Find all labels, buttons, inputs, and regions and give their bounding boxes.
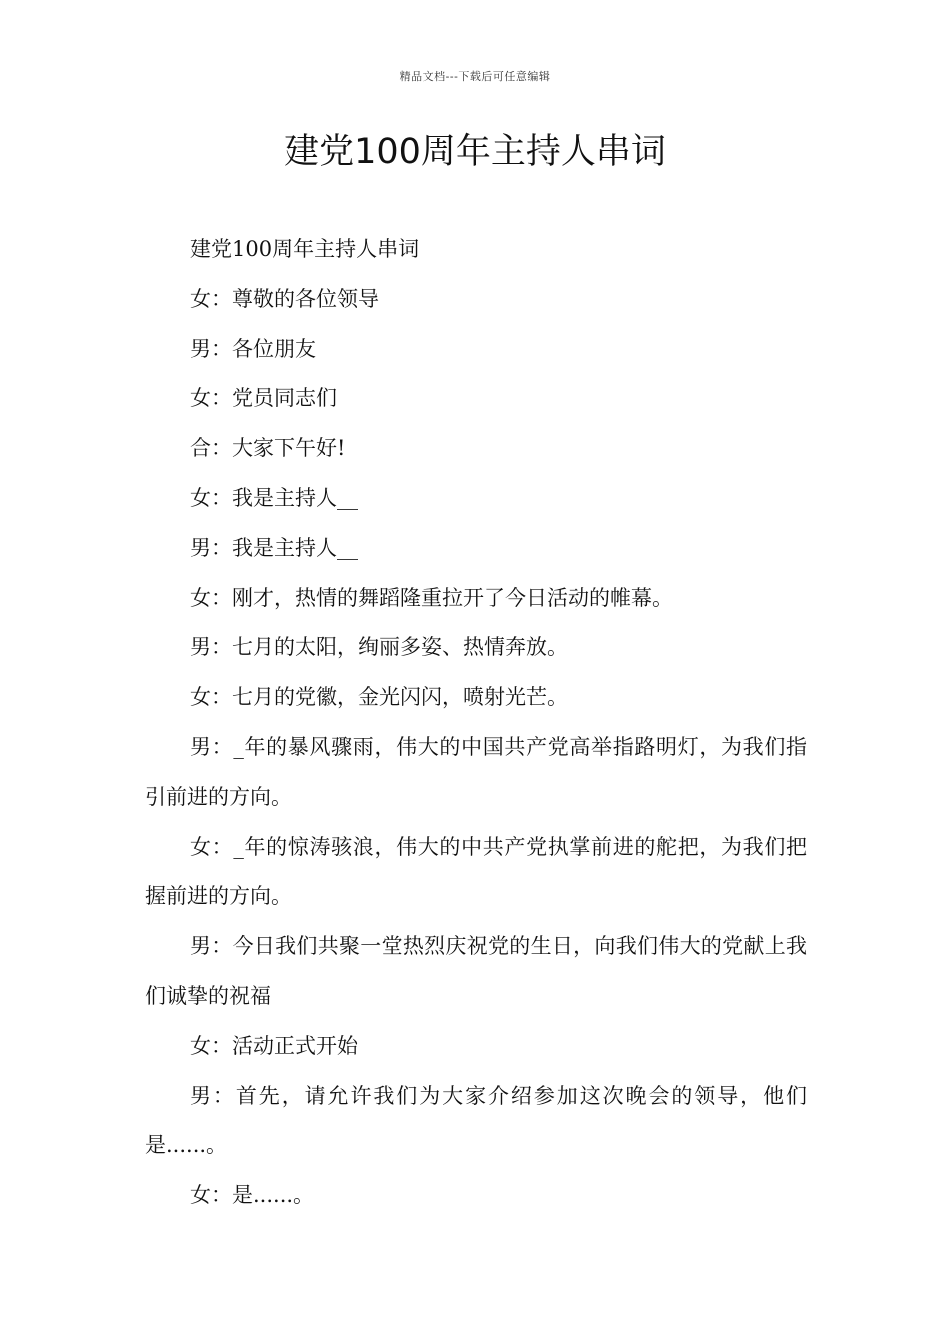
paragraph: 男：七月的太阳，绚丽多姿、热情奔放。 (190, 635, 568, 660)
paragraph: 男：我是主持人__ (190, 535, 358, 560)
paragraph: 男：各位朋友 (190, 336, 316, 361)
header-note: 精品文档---下载后可任意编辑 (399, 70, 551, 83)
paragraph: 女：_年的惊涛骇浪，伟大的中共产党执掌前进的舵把，为我们把握前进的方向。 (145, 834, 807, 909)
paragraph: 女：活动正式开始 (190, 1033, 358, 1058)
paragraph: 合：大家下午好! (190, 436, 346, 461)
document-title: 建党100周年主持人串词 (284, 132, 666, 172)
paragraph: 女：七月的党徽，金光闪闪，喷射光芒。 (190, 685, 568, 710)
paragraph: 女：刚才，热情的舞蹈隆重拉开了今日活动的帷幕。 (190, 585, 673, 610)
paragraph: 男：今日我们共聚一堂热烈庆祝党的生日，向我们伟大的党献上我们诚挚的祝福 (145, 934, 807, 1008)
paragraph: 男：首先，请允许我们为大家介绍参加这次晚会的领导，他们是......。 (145, 1083, 807, 1158)
paragraph: 女：我是主持人__ (190, 485, 358, 510)
paragraph: 男：_年的暴风骤雨，伟大的中国共产党高举指路明灯，为我们指引前进的方向。 (145, 734, 807, 809)
paragraph: 女：尊敬的各位领导 (190, 286, 379, 311)
paragraph: 建党100周年主持人串词 (190, 237, 420, 261)
paragraph: 女：党员同志们 (190, 386, 337, 411)
document-body (145, 225, 807, 1221)
paragraph: 女：是......。 (190, 1183, 315, 1208)
